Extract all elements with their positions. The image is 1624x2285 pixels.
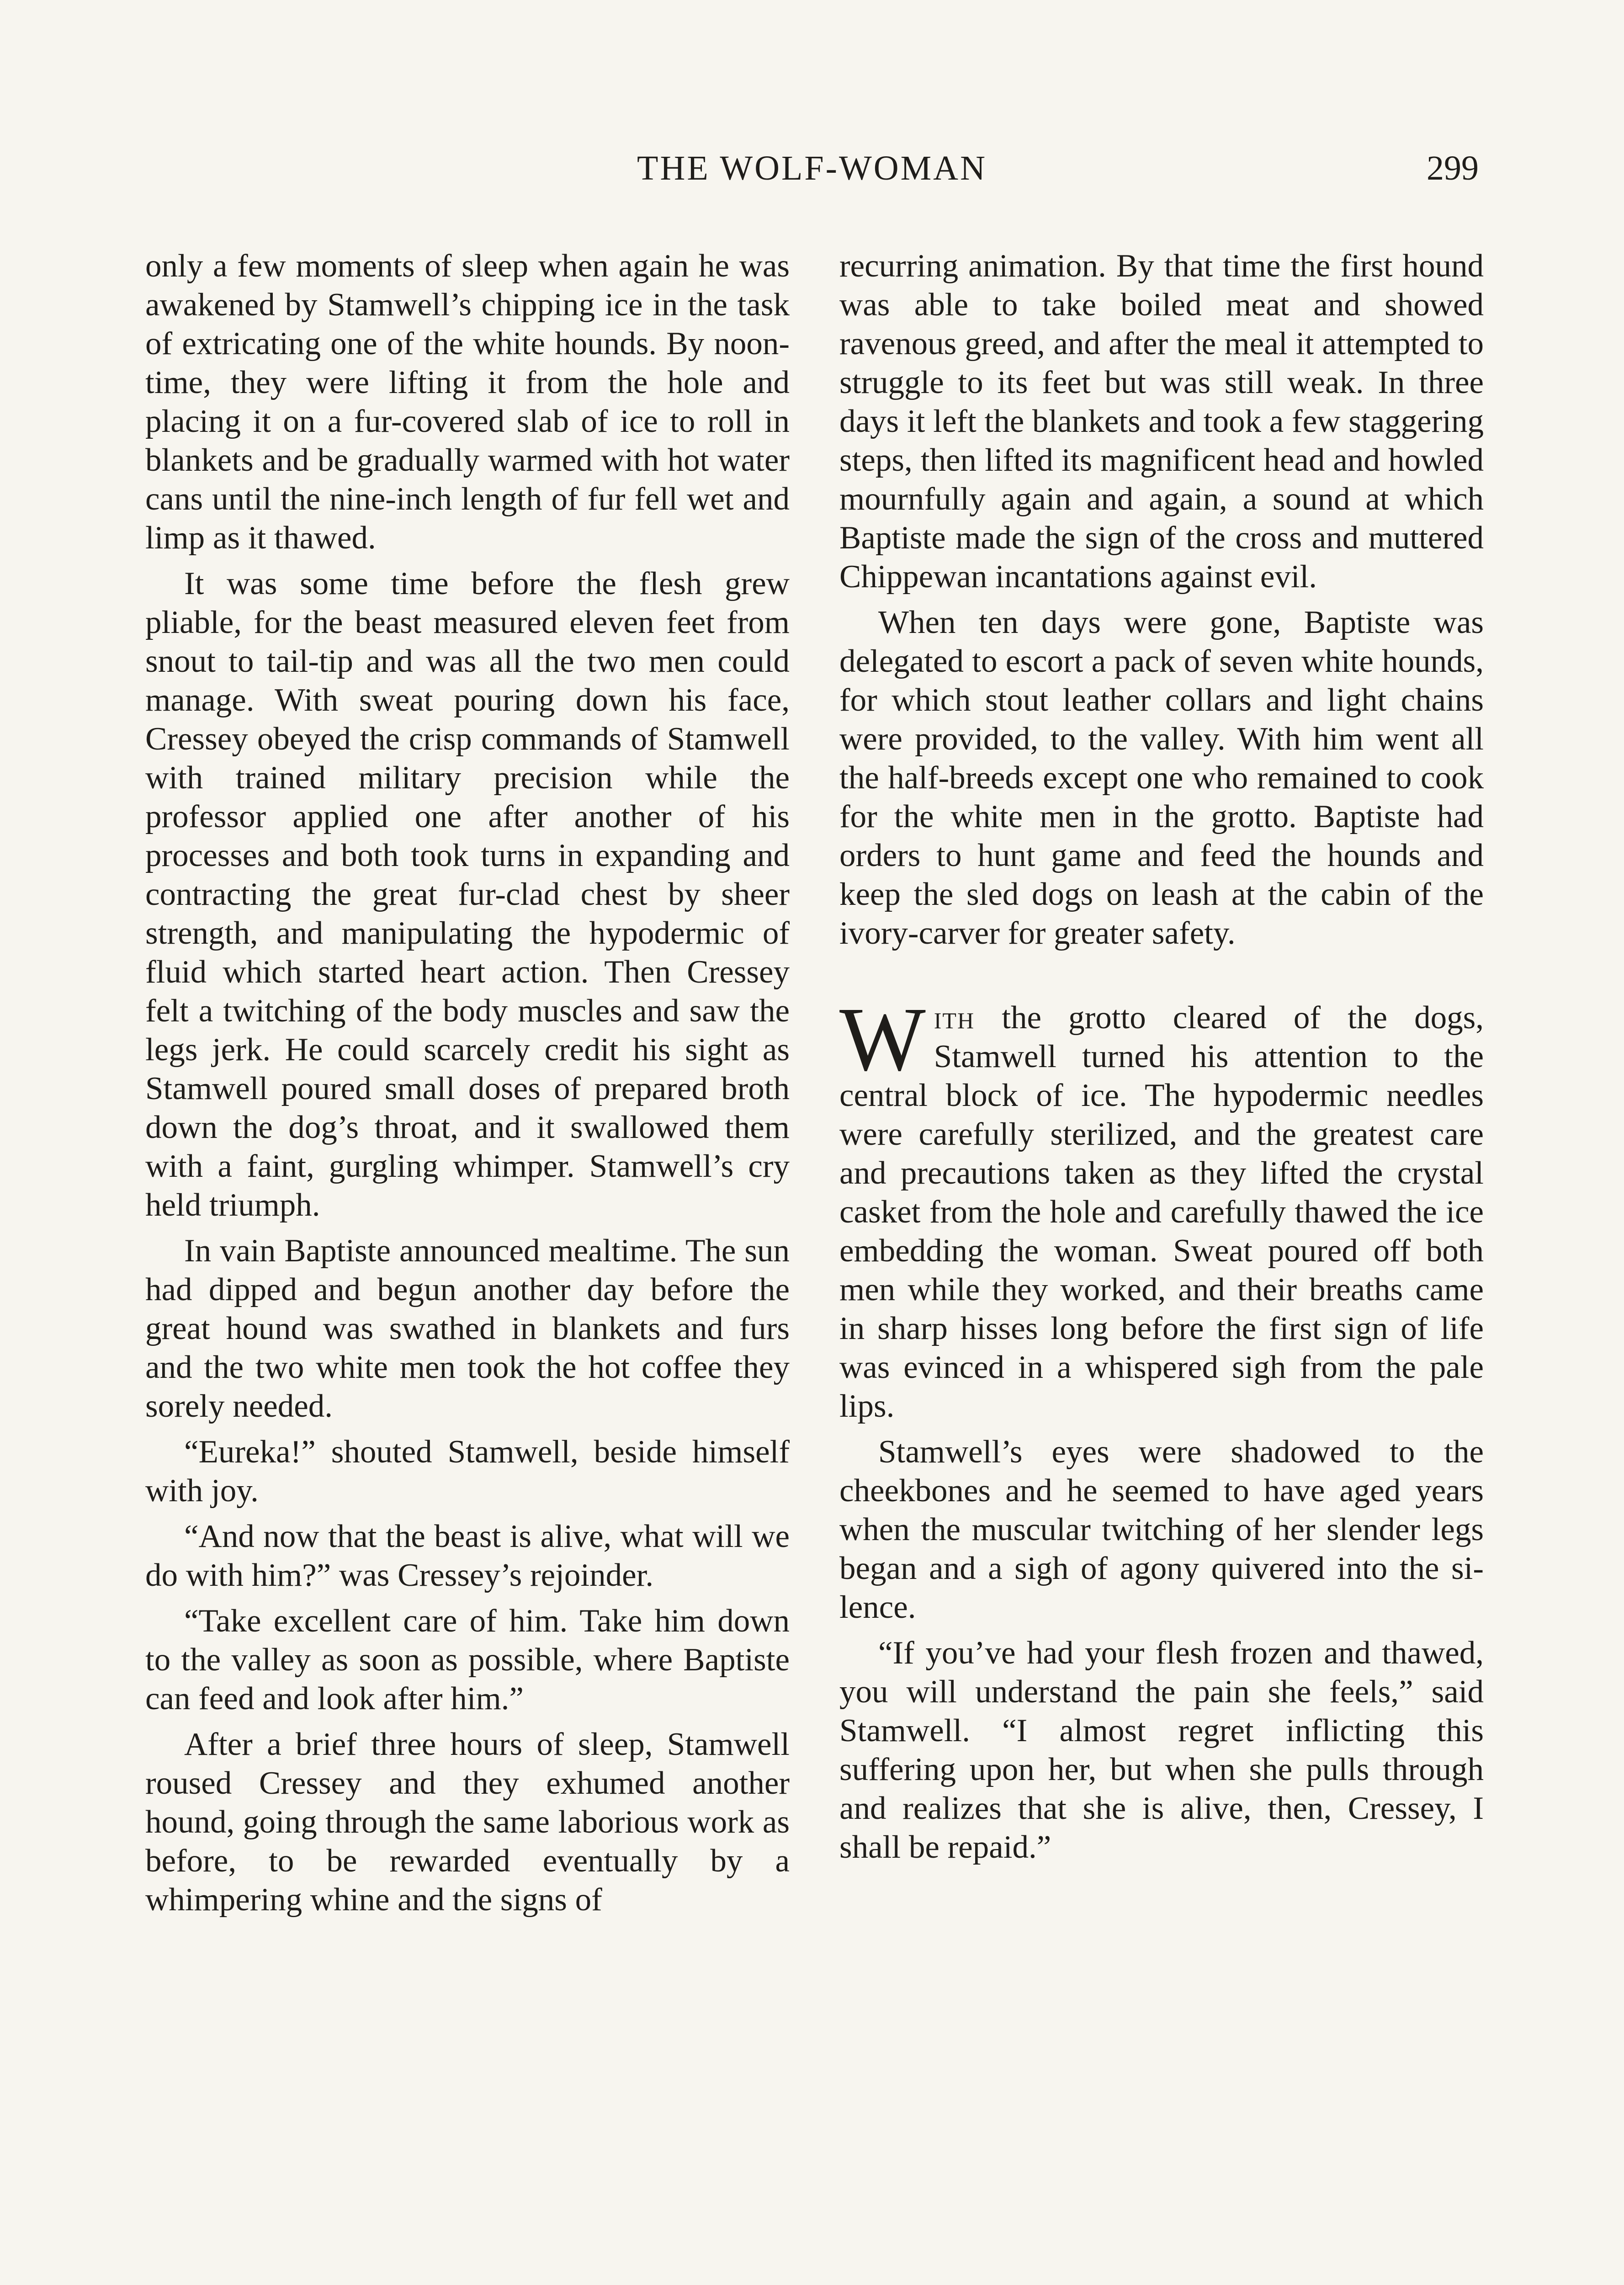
paragraph: Stamwell’s eyes were shadowed to the cheekbones and he seemed to have aged years when the muscular twitching of her slender legs began and a sigh of agony quivered into the silence. bbox=[839, 1434, 1484, 1625]
page-number: 299 bbox=[1427, 149, 1479, 187]
small-caps-lead: ith bbox=[934, 1000, 975, 1036]
paragraph: When ten days were gone, Baptiste was delegated to escort a pack of seven white hounds, for which stout leather collars and light chains were provided, to the valley. With him went all the half-breeds except one who remained to cook for the white men in the grotto. Baptiste had orders to hunt game and feed the hounds and keep the sled dogs on leash at the cabin of the ivory-carver for greater safety. bbox=[839, 605, 1484, 951]
section-break bbox=[839, 960, 1484, 999]
paragraph: “Take excellent care of him. Take him down to the valley as soon as possible, where Baptiste can feed and look after him.” bbox=[145, 1603, 790, 1716]
paragraph: recurring animation. By that time the first hound was able to take boiled meat and showed ravenous greed, and after the meal it attempted to struggle to its feet but was still weak. In three days it left the blankets and took a few staggering steps, then lifted its magnificent head and howled mournfully again and again, a sound at which Baptiste made the sign of the cross and muttered Chippewan incantations against evil. bbox=[839, 248, 1484, 595]
paragraph: It was some time before the flesh grew pliable, for the beast measured eleven feet from snout to tail-tip and was all the two men could manage. With sweat pouring down his face, Cressey obeyed the crisp commands of Stamwell with trained military precision while the professor applied one after another of his processes and both took turns in expanding and contracting the great fur-clad chest by sheer strength, and manipulating the hypodermic of fluid which started heart action. Then Cressey felt a twitching of the body muscles and saw the legs jerk. He could scarcely credit his sight as Stamwell poured small doses of prepared broth down the dog’s throat, and it swallowed them with a faint, gurgling whimper. Stamwell’s cry held triumph. bbox=[145, 566, 790, 1223]
drop-cap: W bbox=[839, 989, 926, 1090]
paragraph: “And now that the beast is alive, what will we do with him?” was Cressey’s rejoinder. bbox=[145, 1519, 790, 1593]
left-column bbox=[145, 247, 790, 1926]
paragraph: In vain Baptiste announced mealtime. The sun had dipped and begun another day before the great hound was swathed in blankets and furs and the two white men took the hot coffee they sorely needed. bbox=[145, 1233, 790, 1424]
running-title: THE WOLF-WOMAN bbox=[637, 149, 987, 187]
paragraph: “Eureka!” shouted Stamwell, beside himself with joy. bbox=[145, 1434, 790, 1509]
paragraph: After a brief three hours of sleep, Stamwell roused Cressey and they exhumed another hound, going through the same laborious work as before, to be rewarded eventually by a whimpering whine and the signs of bbox=[145, 1727, 790, 1918]
paragraph-text: the grotto cleared of the dogs, Stamwell turned his attention to the central block of ice. The hypodermic needles were carefully sterilized, and the greatest care and precautions taken as they lifted the crystal casket from the hole and carefully thawed the ice embedding the woman. Sweat poured off both men while they worked, and their breaths came in sharp hisses long before the first sign of life was evinced in a whispered sigh from the pale lips. bbox=[839, 1000, 1484, 1424]
right-column bbox=[839, 247, 1484, 1874]
paragraph: only a few moments of sleep when again he was awakened by Stamwell’s chipping ice in the task of extricating one of the white hounds. By noontime, they were lifting it from the hole and placing it on a fur-covered slab of ice to roll in blankets and be gradually warmed with hot water cans until the nine-inch length of fur fell wet and limp as it thawed. bbox=[145, 248, 790, 556]
section-opening-paragraph bbox=[839, 989, 1484, 1426]
paragraph: “If you’ve had your flesh frozen and thawed, you will understand the pain she feels,” said Stamwell. “I almost regret inflicting this suffering upon her, but when she pulls through and realizes that she is alive, then, Cressey, I shall be repaid.” bbox=[839, 1635, 1484, 1865]
